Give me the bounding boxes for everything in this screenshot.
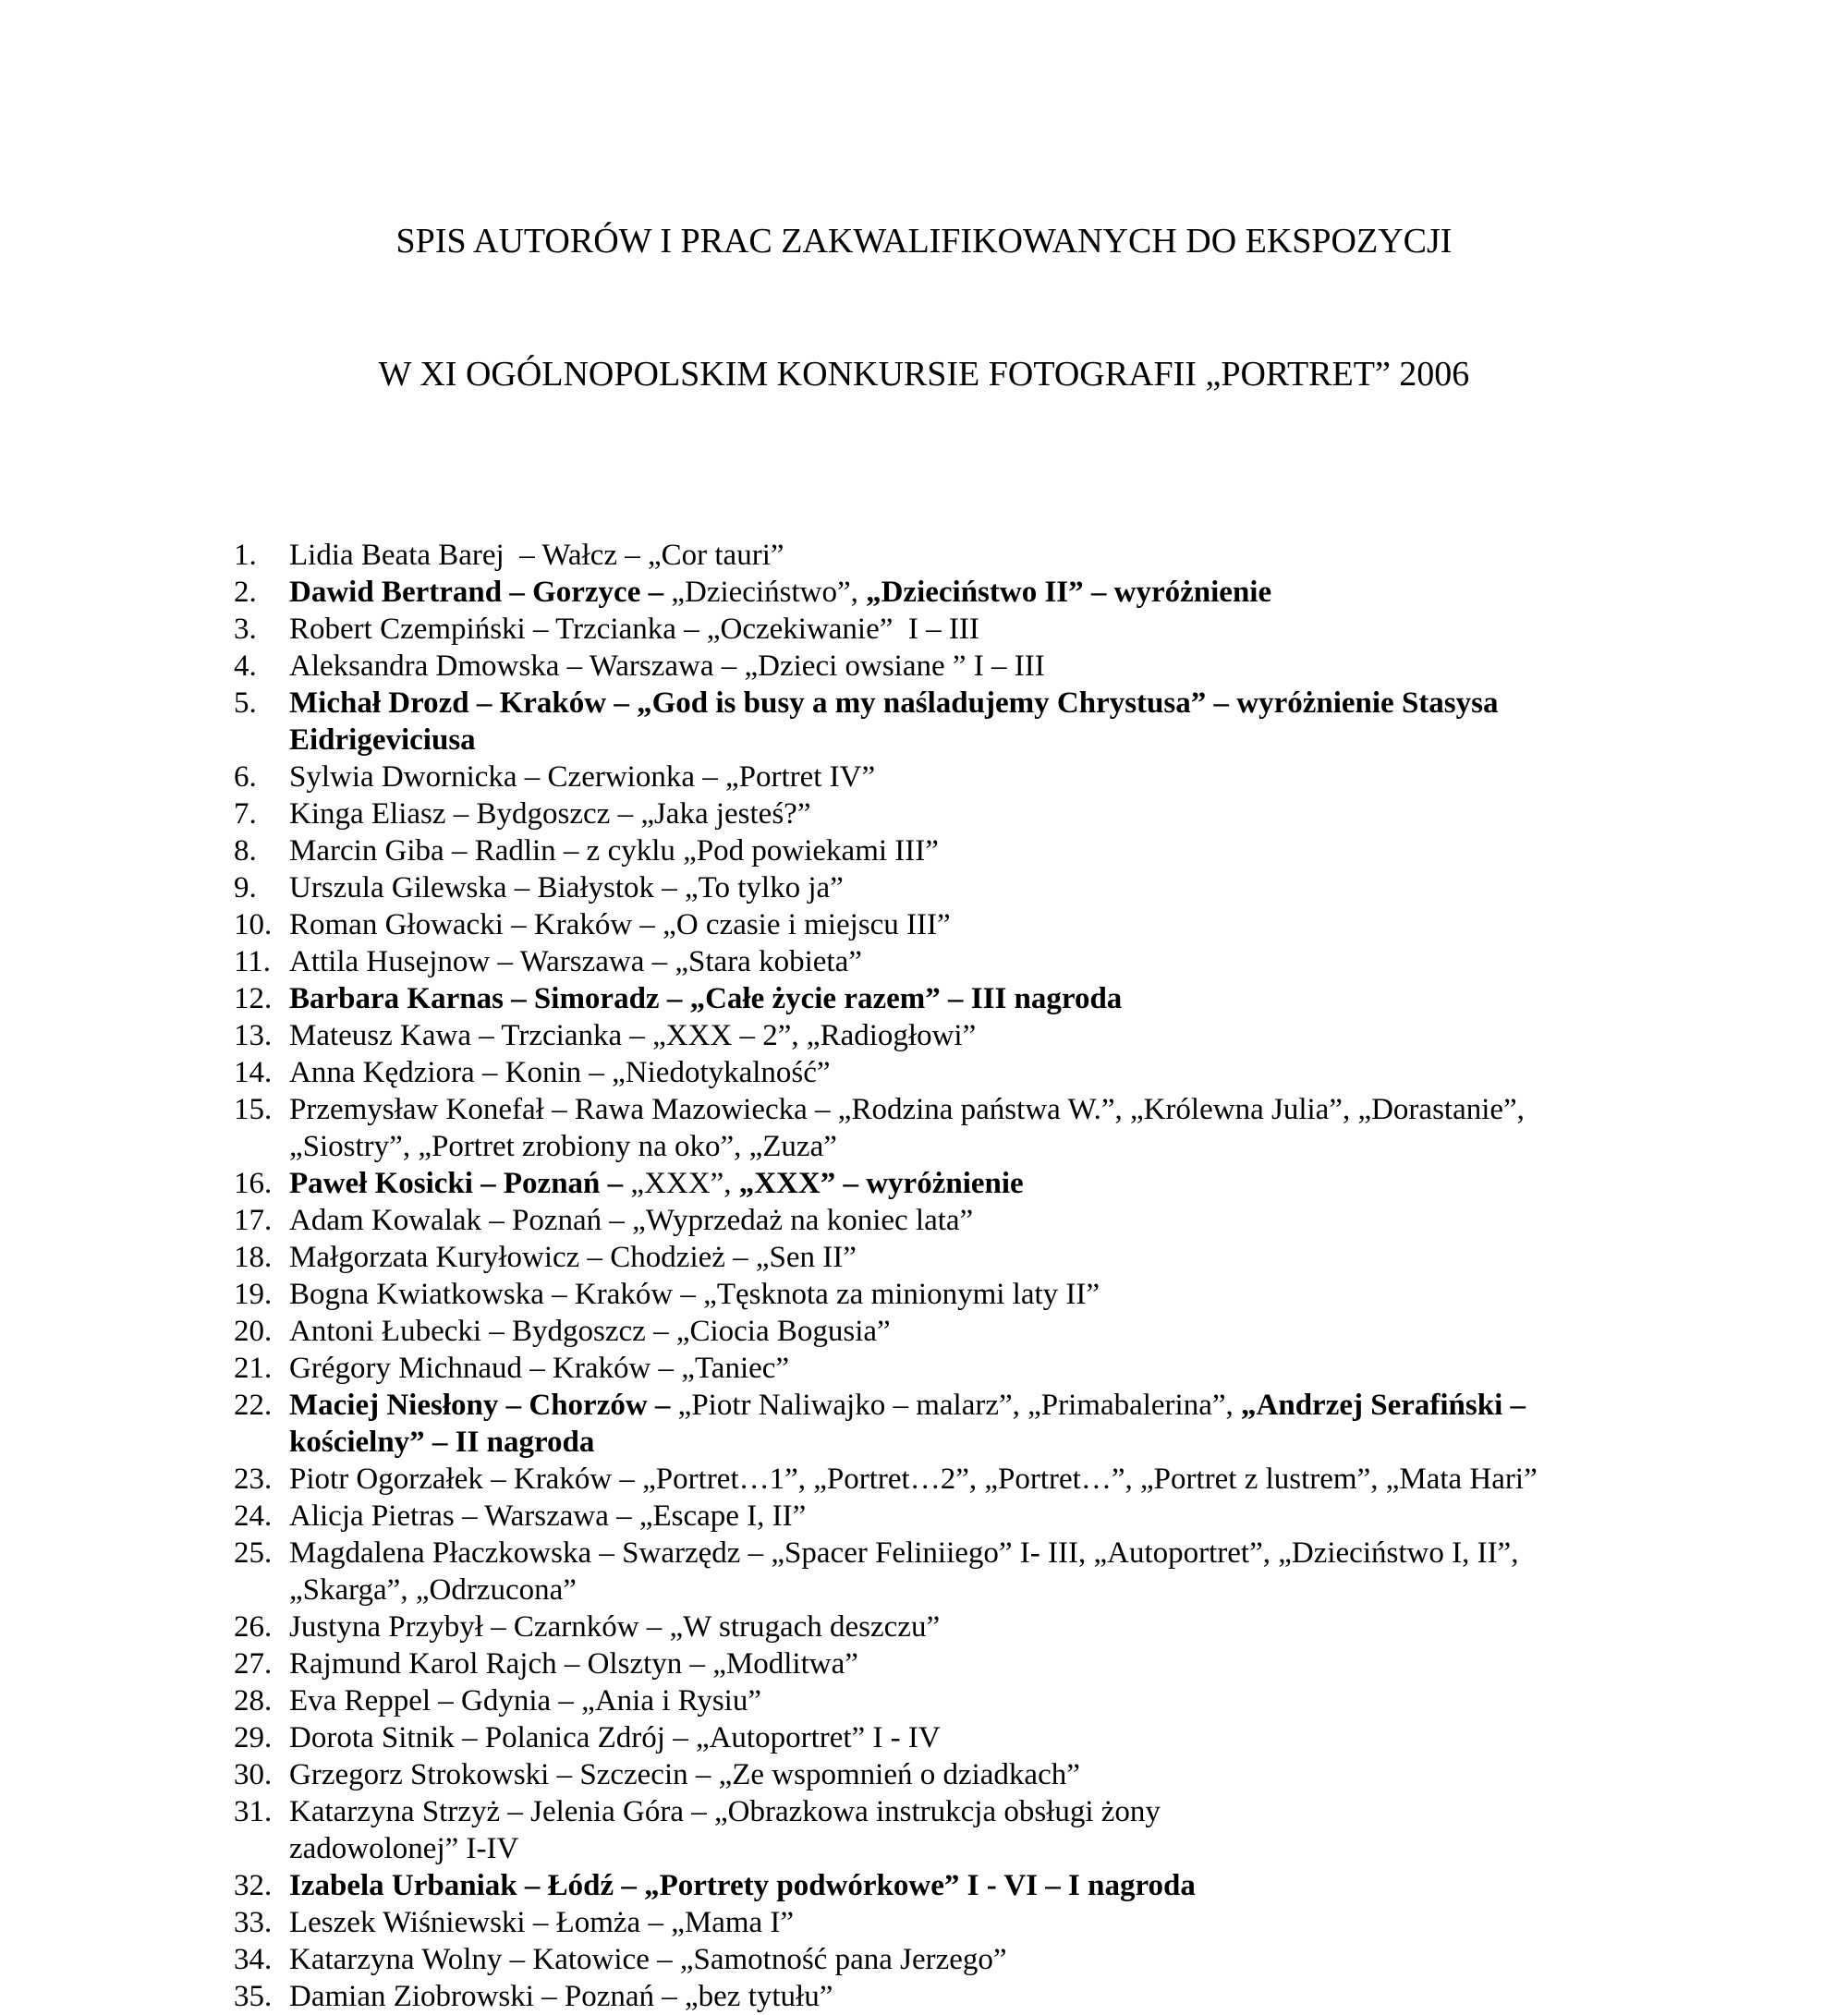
list-item-number: 7.: [234, 797, 257, 831]
list-item-number: 10.: [234, 908, 273, 941]
list-item-number: 12.: [234, 982, 273, 1015]
list-item: [234, 1941, 1709, 1978]
works-list: [0, 537, 1848, 2015]
list-item-text: Lidia Beata Barej – Wałcz – „Cor tauri”: [289, 539, 784, 572]
list-item-number: 32.: [234, 1869, 273, 1902]
document-title-line1: SPIS AUTORÓW I PRAC ZAKWALIFIKOWANYCH DO EKSPOZYCJI: [395, 222, 1453, 261]
list-item: [234, 795, 1709, 832]
list-item: [234, 759, 1709, 795]
list-item-text: Izabela Urbaniak – Łódź – „Portrety podwórkowe” I - VI – I nagroda: [289, 1869, 1196, 1902]
list-item-text: Kinga Eliasz – Bydgoszcz – „Jaka jesteś?”: [289, 797, 811, 831]
list-item-number: 3.: [234, 613, 257, 646]
list-item: [234, 1756, 1709, 1793]
list-item-number: 11.: [234, 945, 272, 978]
list-item-number: 19.: [234, 1278, 273, 1311]
list-item: [234, 1719, 1709, 1756]
list-item-number: 1.: [234, 539, 257, 572]
list-item-text: Piotr Ogorzałek – Kraków – „Portret…1”, „Portret…2”, „Portret…”, „Portret z lustrem”, „Mata Hari”: [289, 1463, 1538, 1496]
list-item: [234, 1165, 1709, 1202]
list-item: [234, 1202, 1709, 1239]
list-item-text: Aleksandra Dmowska – Warszawa – „Dzieci owsiane ” I – III: [289, 649, 1045, 683]
list-item-text: Damian Ziobrowski – Poznań – „bez tytułu”: [289, 1980, 833, 2013]
list-item-text: Magdalena Płaczkowska – Swarzędz – „Spacer Feliniiego” I- III, „Autoportret”, „Dzieciństwo I, II”, „Skarga”, „Odrzucona”: [289, 1536, 1519, 1607]
list-item-text: Antoni Łubecki – Bydgoszcz – „Ciocia Bogusia”: [289, 1315, 891, 1348]
list-item: [234, 1239, 1709, 1276]
document-title: [0, 0, 1848, 485]
list-item: [234, 1904, 1709, 1941]
list-item: [234, 1498, 1709, 1535]
list-item-text: Roman Głowacki – Kraków – „O czasie i miejscu III”: [289, 908, 951, 941]
list-item-text: Bogna Kwiatkowska – Kraków – „Tęsknota za minionymi laty II”: [289, 1278, 1100, 1311]
list-item-text: Dorota Sitnik – Polanica Zdrój – „Autoportret” I - IV: [289, 1721, 941, 1754]
list-item-text: Przemysław Konefał – Rawa Mazowiecka – „Rodzina państwa W.”, „Królewna Julia”, „Dorastanie”, „Siostry”, „Portret zrobiony na oko”, „Zuza”: [289, 1093, 1525, 1163]
list-item-number: 22.: [234, 1389, 273, 1422]
list-item-number: 28.: [234, 1684, 273, 1718]
list-item-text: Adam Kowalak – Poznań – „Wyprzedaż na koniec lata”: [289, 1204, 974, 1237]
list-item-text: Alicja Pietras – Warszawa – „Escape I, II”: [289, 1499, 807, 1533]
list-item: [234, 1017, 1709, 1054]
list-item-number: 23.: [234, 1463, 273, 1496]
list-item-number: 33.: [234, 1906, 273, 1939]
list-item-text: Urszula Gilewska – Białystok – „To tylko ja”: [289, 871, 844, 904]
list-item-number: 18.: [234, 1241, 273, 1274]
list-item-number: 31.: [234, 1795, 273, 1828]
list-item-text: Grzegorz Strokowski – Szczecin – „Ze wspomnień o dziadkach”: [289, 1758, 1080, 1791]
list-item-number: 6.: [234, 760, 257, 794]
list-item-text: Małgorzata Kuryłowicz – Chodzież – „Sen II”: [289, 1241, 857, 1274]
list-item: [234, 1461, 1709, 1498]
list-item: [234, 648, 1709, 685]
list-item-text: Attila Husejnow – Warszawa – „Stara kobieta”: [289, 945, 862, 978]
list-item: [234, 1682, 1709, 1719]
list-item: [234, 1387, 1709, 1461]
list-item-number: 2.: [234, 576, 257, 609]
list-item-number: 4.: [234, 649, 257, 683]
list-item-number: 29.: [234, 1721, 273, 1754]
list-item: [234, 1645, 1709, 1682]
list-item-text: Katarzyna Strzyż – Jelenia Góra – „Obrazkowa instrukcja obsługi żony zadowolonej” I-IV: [289, 1795, 1161, 1865]
list-item-text: Anna Kędziora – Konin – „Niedotykalność”: [289, 1056, 831, 1089]
list-item-number: 21.: [234, 1352, 273, 1385]
list-item-text: Katarzyna Wolny – Katowice – „Samotność pana Jerzego”: [289, 1943, 1007, 1976]
list-item-number: 14.: [234, 1056, 273, 1089]
list-item: [234, 1793, 1709, 1867]
list-item: [234, 980, 1709, 1017]
list-item-number: 27.: [234, 1647, 273, 1681]
list-item: [234, 1350, 1709, 1387]
list-item-number: 25.: [234, 1536, 273, 1570]
list-item-text: Rajmund Karol Rajch – Olsztyn – „Modlitwa”: [289, 1647, 858, 1681]
list-item-number: 24.: [234, 1499, 273, 1533]
list-item-text: Marcin Giba – Radlin – z cyklu „Pod powiekami III”: [289, 834, 939, 868]
list-item: [234, 869, 1709, 906]
list-item-text: Eva Reppel – Gdynia – „Ania i Rysiu”: [289, 1684, 761, 1718]
list-item: [234, 537, 1709, 574]
list-item: [234, 611, 1709, 648]
list-item-text: Grégory Michnaud – Kraków – „Taniec”: [289, 1352, 790, 1385]
list-item-text: Michał Drozd – Kraków – „God is busy a my naśladujemy Chrystusa” – wyróżnienie Stasysa Eidrigeviciusa: [289, 686, 1499, 757]
list-item: [234, 1091, 1709, 1165]
list-item-number: 13.: [234, 1019, 273, 1052]
list-item-number: 34.: [234, 1943, 273, 1976]
list-item-text: Justyna Przybył – Czarnków – „W strugach deszczu”: [289, 1610, 941, 1644]
list-item: [234, 832, 1709, 869]
list-item: [234, 943, 1709, 980]
list-item-text: Sylwia Dwornicka – Czerwionka – „Portret IV”: [289, 760, 876, 794]
list-item-number: 8.: [234, 834, 257, 868]
list-item-text: Maciej Niesłony – Chorzów – „Piotr Naliwajko – malarz”, „Primabalerina”, „Andrzej Serafiński – kościelny” – II nagroda: [289, 1389, 1526, 1459]
list-item-number: 35.: [234, 1980, 273, 2013]
list-item-number: 30.: [234, 1758, 273, 1791]
list-item: [234, 1867, 1709, 1904]
list-item-number: 15.: [234, 1093, 273, 1126]
list-item-number: 26.: [234, 1610, 273, 1644]
list-item-number: 9.: [234, 871, 257, 904]
list-item: [234, 906, 1709, 943]
list-item: [234, 1276, 1709, 1313]
list-item: [234, 1978, 1709, 2015]
list-item: [234, 1313, 1709, 1350]
list-item-number: 20.: [234, 1315, 273, 1348]
document-title-line2: W XI OGÓLNOPOLSKIM KONKURSIE FOTOGRAFII „PORTRET” 2006: [378, 355, 1470, 394]
list-item-text: Dawid Bertrand – Gorzyce – „Dzieciństwo”, „Dzieciństwo II” – wyróżnienie: [289, 576, 1272, 609]
list-item-number: 5.: [234, 686, 257, 720]
list-item-text: Robert Czempiński – Trzcianka – „Oczekiwanie” I – III: [289, 613, 979, 646]
list-item-text: Paweł Kosicki – Poznań – „XXX”, „XXX” – wyróżnienie: [289, 1167, 1024, 1200]
list-item-number: 17.: [234, 1204, 273, 1237]
list-item: [234, 1535, 1709, 1608]
list-item: [234, 1608, 1709, 1645]
list-item: [234, 685, 1709, 759]
list-item-number: 16.: [234, 1167, 273, 1200]
list-item: [234, 574, 1709, 611]
list-item-text: Leszek Wiśniewski – Łomża – „Mama I”: [289, 1906, 795, 1939]
list-item-text: Barbara Karnas – Simoradz – „Całe życie razem” – III nagroda: [289, 982, 1123, 1015]
list-item: [234, 1054, 1709, 1091]
list-item-text: Mateusz Kawa – Trzcianka – „XXX – 2”, „Radiogłowi”: [289, 1019, 977, 1052]
